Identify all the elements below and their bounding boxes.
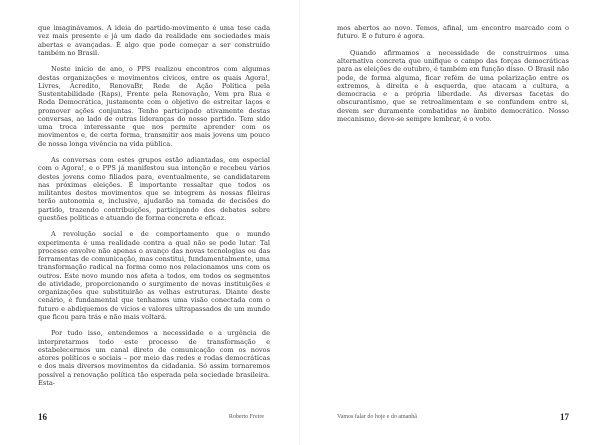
right-page-body xyxy=(337,24,569,123)
body-paragraph: que imaginávamos. A ideia do partido-movimento é uma tese cada vez mais presente e já um dado da realidade em sociedades mais abertas e avançadas. É algo que pode começar a ser construído também no Brasil. xyxy=(38,24,270,57)
page-number: 17 xyxy=(560,412,569,422)
left-page-body xyxy=(38,24,270,387)
body-paragraph: Quando afirmamos a necessidade de construirmos uma alternativa concreta que unifique o campo das forças democráticas para as eleições de outubro, é também em função disso. O Brasil não pode, de forma alguma, ficar refém de uma polarização entre os extremos, à direita e à esquerda, que atacam a cultura, a democracia e a própria liberdade. As diversas facetas do obscurantismo, que se retroalimentam e se confundem entre si, devem ser duramente combatidas no âmbito democrático. Nosso mecanismo, deve-se sempre lembrar, é o voto. xyxy=(337,48,569,123)
body-paragraph: As conversas com estes grupos estão adiantadas, em especial com o Agora!, e o PPS já manifestou sua intenção e recebeu vários destes jovens como filiados para, eventualmente, se candidatarem nas próximas eleições. É importante ressaltar que todos os militantes destes movimentos que se integrem às nossas fileiras terão autonomia e, inclusive, ajudarão na tomada de decisões do partido, trazendo contribuições, participando dos debates sobre questões políticas e atuando de forma concreta e eficaz. xyxy=(38,156,270,222)
page-number: 16 xyxy=(38,412,47,422)
body-paragraph: A revolução social e de comportamento que o mundo experimenta é uma realidade contra a qual não se pode lutar. Tal processo envolve não apenas o avanço das novas tecnologias ou das ferramentas de comunicação, mas constitui, fundamentalmente, uma transformação radical na forma como nos relacionamos uns com os outros. Este novo mundo nos afeta a todos, em todos os segmentos de atividade, proporcionando o surgimento de novas instituições e organizações que substituirão as velhas estruturas. Diante deste cenário, é fundamental que tenhamos uma visão conectada com o futuro e abdiquemos de vícios e valores ultrapassados de um mundo que ficou para trás e não mais voltará. xyxy=(38,230,270,321)
running-head-title: Vamos falar do hoje e do amanhã xyxy=(337,414,417,420)
body-paragraph: Neste início de ano, o PPS realizou encontros com algumas destas organizações e movimentos cívicos, entre os quais Agora!, Livres, Acredito, RenovaBr, Rede de Ação Política pela Sustentabilidade (Raps), Frente pela Renovação, Vem pra Rua e Roda Democrática, justamente com o objetivo de estreitar laços e promover ações conjuntas. Tenho participado ativamente destas conversas, ao lado de outras lideranças do nosso partido. Tem sido uma troca interessante que nos permite aprender com os movimentos e, de certa forma, transmitir aos mais jovens um pouco de nossa longa vivência na vida pública. xyxy=(38,65,270,148)
body-paragraph: Por tudo isso, entendemos a necessidade e a urgência de interpretarmos todo este processo de transformação e estabelecermos um canal direto de comunicação com os novos atores políticos e sociais – por meio das redes e rodas democráticas e dos mais diversos movimentos da cidadania. Só assim tornaremos possível a renovação política tão esperada pela sociedade brasileira. Esta- xyxy=(38,329,270,387)
right-page xyxy=(300,0,600,445)
body-paragraph: mos abertos ao novo. Temos, afinal, um encontro marcado com o futuro. E o futuro é agora. xyxy=(337,24,569,41)
running-head-author: Roberto Freire xyxy=(228,414,264,420)
